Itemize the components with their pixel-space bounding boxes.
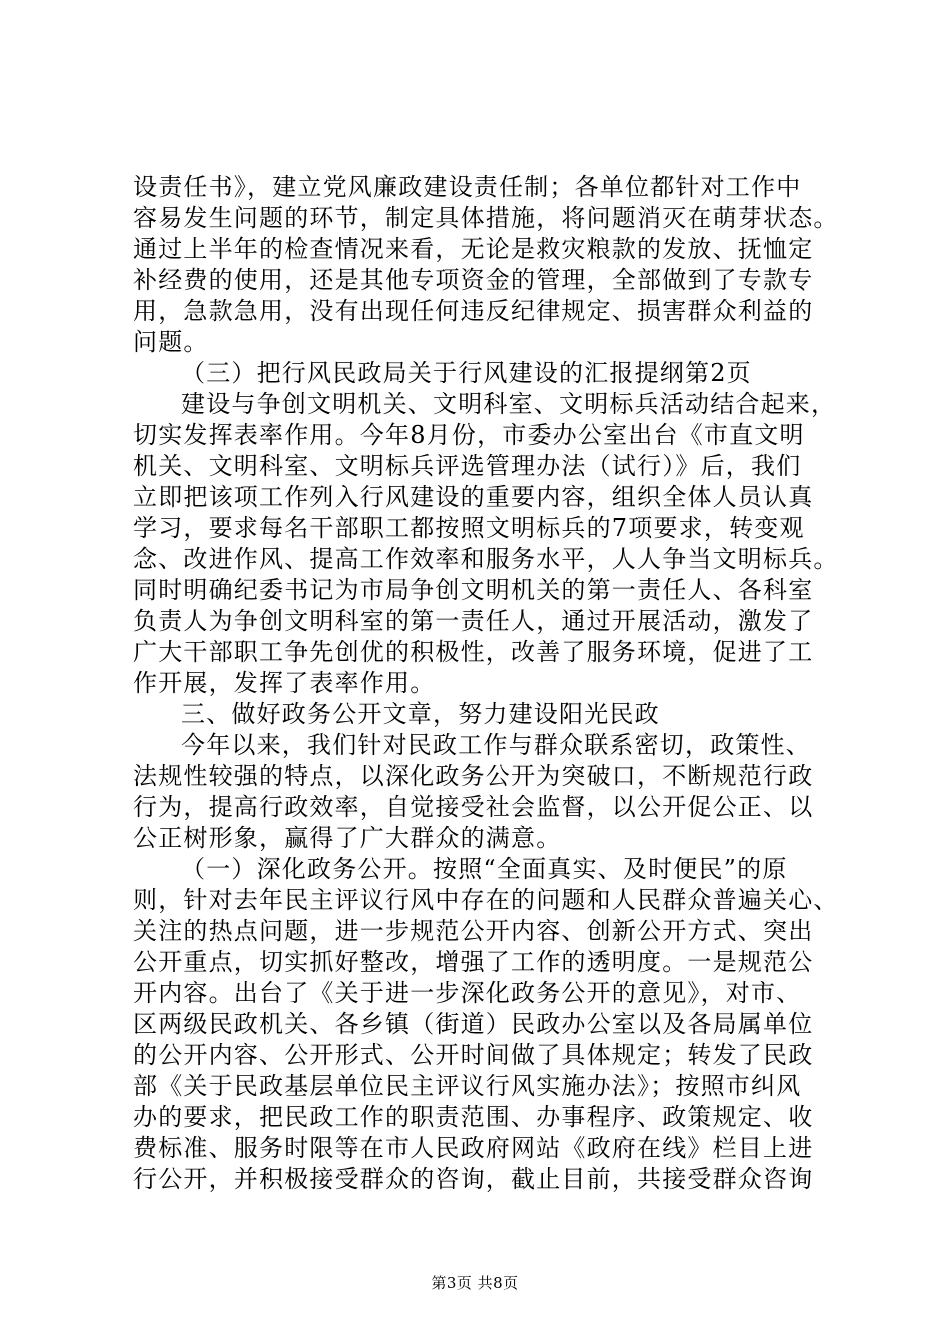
document-body <box>133 172 839 1195</box>
text-line: 今年以来，我们针对民政工作与群众联系密切，政策性、 <box>181 731 811 759</box>
text-line: 切实发挥表率作用。今年8月份，市委办公室出台《市直文明 <box>133 421 805 449</box>
text-line: 三、做好政务公开文章，努力建设阳光民政 <box>181 700 660 728</box>
text-line: （一）深化政务公开。按照“全面真实、及时便民”的原 <box>181 855 788 883</box>
text-line: 费标准、服务时限等在市人民政府网站《政府在线》栏目上进 <box>133 1134 814 1162</box>
text-line: 用，急款急用，没有出现任何违反纪律规定、损害群众利益的 <box>133 297 814 325</box>
text-line: 办的要求，把民政工作的职责范围、办事程序、政策规定、收 <box>133 1103 814 1131</box>
text-line: 部《关于民政基层单位民主评议行风实施办法》；按照市纠风 <box>133 1072 802 1100</box>
text-line: 公正树形象，赢得了广大群众的满意。 <box>133 824 562 852</box>
text-line: 负责人为争创文明科室的第一责任人，通过开展活动，激发了 <box>133 607 814 635</box>
text-line: 通过上半年的检查情况来看，无论是救灾粮款的发放、抚恤定 <box>133 235 814 263</box>
text-line: 开内容。出台了《关于进一步深化政务公开的意见》，对市、 <box>133 979 802 1007</box>
text-line: 机关、文明科室、文明标兵评选管理办法（试行）》后，我们 <box>133 452 802 480</box>
text-line: 学习，要求每名干部职工都按照文明标兵的7项要求，转变观 <box>133 514 805 542</box>
text-line: 行为，提高行政效率，自觉接受社会监督，以公开促公正、以 <box>133 793 814 821</box>
text-line: 念、改进作风、提高工作效率和服务水平，人人争当文明标兵。 <box>133 545 839 573</box>
text-line: 关注的热点问题，进一步规范公开内容、创新公开方式、突出 <box>133 917 814 945</box>
text-line: 行公开，并积极接受群众的咨询，截止目前，共接受群众咨询 <box>133 1165 814 1193</box>
text-line: 立即把该项工作列入行风建设的重要内容，组织全体人员认真 <box>133 483 814 511</box>
text-line: 的公开内容、公开形式、公开时间做了具体规定；转发了民政 <box>133 1041 814 1069</box>
text-line: 建设与争创文明机关、文明科室、文明标兵活动结合起来， <box>181 390 837 418</box>
text-line: 设责任书》，建立党风廉政建设责任制；各单位都针对工作中 <box>133 173 802 201</box>
text-line: 容易发生问题的环节，制定具体措施，将问题消灭在萌芽状态。 <box>133 204 839 232</box>
text-line: 广大干部职工争先创优的积极性，改善了服务环境，促进了工 <box>133 638 814 666</box>
text-line: 区两级民政机关、各乡镇（街道）民政办公室以及各局属单位 <box>133 1010 814 1038</box>
text-line: 问题。 <box>133 328 209 356</box>
page-footer: 第3页 共8页 <box>431 1274 519 1292</box>
text-line: 补经费的使用，还是其他专项资金的管理，全部做到了专款专 <box>133 266 814 294</box>
text-line: 则，针对去年民主评议行风中存在的问题和人民群众普遍关心、 <box>133 886 839 914</box>
text-line: 作开展，发挥了表率作用。 <box>133 669 436 697</box>
text-line: 法规性较强的特点，以深化政务公开为突破口，不断规范行政 <box>133 762 814 790</box>
text-line: （三）把行风民政局关于行风建设的汇报提纲第2页 <box>181 359 752 387</box>
text-line: 公开重点，切实抓好整改，增强了工作的透明度。一是规范公 <box>133 948 814 976</box>
text-line: 同时明确纪委书记为市局争创文明机关的第一责任人、各科室 <box>133 576 814 604</box>
